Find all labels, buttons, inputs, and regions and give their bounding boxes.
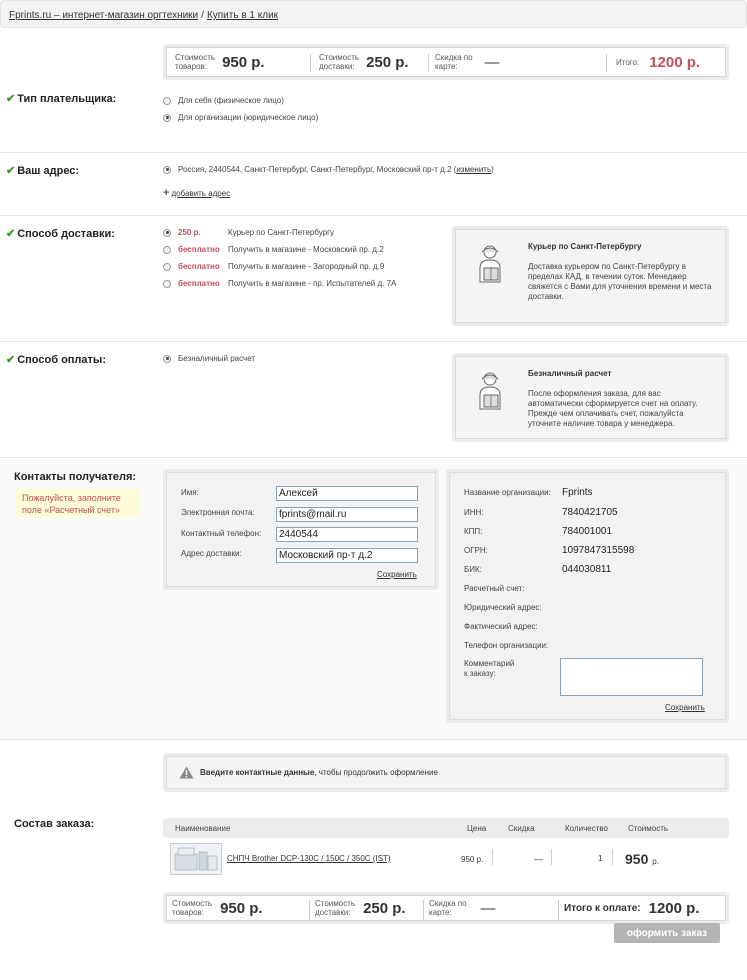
payment-section-title	[6, 353, 106, 366]
change-address-link[interactable]: изменить	[456, 165, 492, 174]
product-link[interactable]: СНПЧ Brother DCP-130C / 150C / 350C (IST)	[227, 854, 391, 863]
product-qty: 1	[598, 854, 603, 863]
payer-option-label: Для себя (физическое лицо)	[178, 96, 284, 105]
bottom-goods-label-2: товаров:	[172, 908, 205, 917]
top-total	[616, 48, 700, 76]
header-price: Цена	[467, 824, 487, 833]
product-image[interactable]	[170, 843, 222, 875]
name-label: Имя:	[181, 488, 199, 497]
breadcrumb-current-link[interactable]: Купить в 1 клик	[206, 10, 279, 21]
printer-icon	[171, 844, 221, 874]
address-option[interactable]: Россия, 2440544, Санкт-Петербург, Санкт-Петербург, Московский пр-т д.2 ( изменить )	[163, 165, 494, 174]
comment-label-line-2: к заказу:	[464, 669, 496, 678]
address-section-title	[6, 164, 79, 177]
comment-label	[464, 659, 514, 679]
top-delivery-value: 250 р.	[366, 53, 409, 71]
top-discount	[435, 48, 500, 76]
bottom-totals-bar	[163, 892, 729, 924]
product-cost-unit: р.	[652, 857, 659, 866]
check-icon: ✔	[6, 354, 16, 366]
divider	[0, 152, 747, 153]
bottom-goods-value: 950 р.	[220, 899, 263, 917]
radio-icon[interactable]	[163, 114, 171, 122]
radio-icon[interactable]	[163, 280, 171, 288]
payment-info-box	[452, 353, 729, 442]
phone-label: Контактный телефон:	[181, 529, 262, 538]
organization-form	[446, 469, 729, 723]
divider	[558, 900, 559, 920]
delivery-option-label: Курьер по Санкт-Петербургу	[228, 228, 335, 237]
courier-icon	[470, 369, 510, 413]
radio-icon[interactable]	[163, 97, 171, 105]
delivery-option-store-1[interactable]	[163, 245, 384, 254]
delivery-option-store-2[interactable]	[163, 262, 384, 271]
check-icon: ✔	[6, 228, 16, 240]
top-delivery-cost	[319, 48, 409, 76]
notice-text: , чтобы продолжить оформление	[314, 768, 438, 777]
ogrn-label: ОГРН:	[464, 546, 488, 555]
email-label: Электронная почта:	[181, 508, 255, 517]
check-icon: ✔	[6, 165, 16, 177]
product-price: 950 р.	[461, 855, 484, 864]
check-icon: ✔	[6, 93, 16, 105]
inn-value: 7840421705	[562, 507, 618, 518]
bottom-goods-label-1: Стоимость	[172, 899, 213, 908]
payer-title-text: Тип плательщика:	[17, 93, 117, 105]
bottom-total-value: 1200 р.	[648, 899, 700, 917]
delivery-address-label: Адрес доставки:	[181, 549, 242, 558]
top-goods-label-1: Стоимость	[175, 53, 216, 62]
divider	[0, 215, 747, 216]
delivery-option-store-3[interactable]	[163, 279, 396, 288]
account-label: Расчетный счет:	[464, 584, 525, 593]
breadcrumb-separator: /	[201, 10, 204, 21]
payment-option-label: Безналичный расчет	[178, 354, 256, 363]
divider	[423, 900, 424, 920]
bottom-delivery-label-1: Стоимость	[315, 899, 356, 908]
top-goods-cost	[175, 48, 265, 76]
top-total-label: Итого:	[616, 57, 640, 67]
add-address[interactable]	[163, 187, 230, 199]
top-discount-label-2: карте:	[435, 62, 458, 71]
notice-bold-text: Введите контактные данные	[200, 768, 315, 777]
radio-icon[interactable]	[163, 166, 171, 174]
courier-icon	[470, 242, 510, 286]
add-address-link[interactable]: добавить адрес	[171, 188, 231, 198]
product-cost-value: 950	[625, 851, 649, 867]
actual-address-label: Фактический адрес:	[464, 622, 538, 631]
delivery-address-input[interactable]	[276, 548, 418, 563]
radio-icon[interactable]	[163, 263, 171, 271]
order-section-title: Состав заказа:	[14, 818, 95, 830]
bik-label: БИК:	[464, 565, 482, 574]
bottom-discount-label-1: Скидка по	[429, 899, 467, 908]
contacts-save-link[interactable]: Сохранить	[377, 570, 417, 579]
header-name: Наименование	[175, 824, 231, 833]
delivery-title-text: Способ доставки:	[17, 228, 115, 240]
kpp-value: 784001001	[562, 526, 613, 537]
breadcrumb-home-link[interactable]: Fprints.ru – интернет-магазин оргтехники	[9, 10, 199, 21]
order-table-header	[163, 818, 729, 838]
payer-option-label: Для организации (юридическое лицо)	[178, 113, 319, 122]
divider	[309, 900, 310, 920]
bottom-total-label: Итого к оплате:	[564, 902, 641, 914]
delivery-option-price: бесплатно	[178, 262, 220, 271]
contacts-form	[163, 469, 439, 590]
top-totals-bar	[163, 44, 729, 80]
payer-section-title	[6, 92, 116, 105]
divider	[492, 849, 493, 865]
radio-icon[interactable]	[163, 355, 171, 363]
delivery-info-box	[452, 226, 729, 326]
inn-label: ИНН:	[464, 508, 484, 517]
bottom-delivery-label-2: доставки:	[315, 908, 351, 917]
bottom-delivery-value: 250 р.	[363, 899, 406, 917]
delivery-section-title	[6, 227, 115, 240]
product-discount: —	[534, 854, 543, 864]
bottom-discount-label-2: карте:	[429, 908, 452, 917]
bottom-goods-cost	[172, 896, 263, 920]
payment-info-text: После оформления заказа, для вас автоматически сформируется счет на оплату. Прежде чем оплачивать счет, пожалуйста уточните наличие товара у менеджера.	[528, 389, 698, 428]
divider	[0, 341, 747, 342]
delivery-option-label: Получить в магазине - Московский пр. д.2	[228, 245, 384, 254]
org-phone-label: Телефон организации:	[464, 641, 549, 650]
top-discount-value: —	[484, 53, 500, 71]
comment-label-line-1: Комментарий	[464, 659, 515, 668]
delivery-option-price: бесплатно	[178, 279, 220, 288]
breadcrumb	[0, 0, 747, 28]
top-delivery-label-1: Стоимость	[319, 53, 360, 62]
payment-info-title: Безналичный расчет	[528, 369, 612, 378]
delivery-option-courier[interactable]	[163, 228, 334, 237]
bottom-delivery-cost	[315, 896, 406, 920]
email-input[interactable]	[276, 507, 418, 522]
address-title-text: Ваш адрес:	[17, 165, 80, 177]
organization-save-link[interactable]: Сохранить	[665, 703, 705, 712]
plus-icon: +	[163, 187, 170, 199]
kpp-label: КПП:	[464, 527, 483, 536]
legal-address-label: Юридический адрес:	[464, 603, 542, 612]
delivery-option-label: Получить в магазине - Загородный пр. д.9	[228, 262, 385, 271]
delivery-info-title: Курьер по Санкт-Петербургу	[528, 242, 642, 251]
bik-value: 044030811	[562, 564, 612, 575]
comment-textarea[interactable]	[560, 658, 703, 696]
warning-message: Пожалуйста, заполните поле «Расчетный счет»	[16, 489, 140, 517]
org-name-value: Fprints	[562, 487, 593, 498]
divider	[612, 849, 613, 865]
top-goods-label-2: товаров:	[175, 62, 208, 71]
payer-option-organization[interactable]	[163, 113, 318, 122]
radio-icon[interactable]	[163, 229, 171, 237]
bottom-discount-value: —	[480, 899, 496, 917]
payment-option-cashless[interactable]	[163, 354, 255, 363]
radio-icon[interactable]	[163, 246, 171, 254]
payment-title-text: Способ оплаты:	[17, 354, 106, 366]
contacts-section-title: Контакты получателя:	[14, 471, 137, 483]
name-input[interactable]	[276, 486, 418, 501]
divider	[606, 54, 607, 72]
submit-order-button[interactable]: оформить заказ	[614, 923, 720, 943]
address-value: Россия, 2440544, Санкт-Петербург, Санкт-Петербург, Московский пр-т д.2	[178, 165, 452, 174]
top-discount-label-1: Скидка по	[435, 53, 473, 62]
delivery-info-text: Доставка курьером по Санкт-Петербургу в пределах КАД, в течении суток. Менеджер свяжется с Вами для уточнения времени и места доставки.	[528, 262, 712, 301]
ogrn-value: 1097847315598	[562, 545, 635, 556]
org-name-label: Название организации:	[464, 488, 551, 497]
divider	[428, 54, 429, 72]
divider	[551, 849, 552, 865]
divider	[0, 739, 747, 740]
product-cost	[625, 851, 659, 867]
phone-input[interactable]	[276, 527, 418, 542]
top-total-value: 1200 р.	[649, 53, 701, 71]
bottom-discount	[429, 896, 496, 920]
divider	[310, 54, 311, 72]
top-goods-value: 950 р.	[222, 53, 265, 71]
delivery-option-price: 250 р.	[178, 228, 201, 237]
payer-option-individual[interactable]	[163, 96, 284, 105]
header-cost: Стоимость	[628, 824, 669, 833]
delivery-option-price: бесплатно	[178, 245, 220, 254]
top-delivery-label-2: доставки:	[319, 62, 355, 71]
notice-box	[163, 753, 729, 792]
warning-icon	[179, 766, 194, 779]
header-discount: Скидка	[508, 824, 535, 833]
divider	[0, 457, 747, 458]
header-qty: Количество	[565, 824, 608, 833]
bottom-total	[564, 896, 700, 920]
delivery-option-label: Получить в магазине - пр. Испытателей д. 7А	[228, 279, 397, 288]
